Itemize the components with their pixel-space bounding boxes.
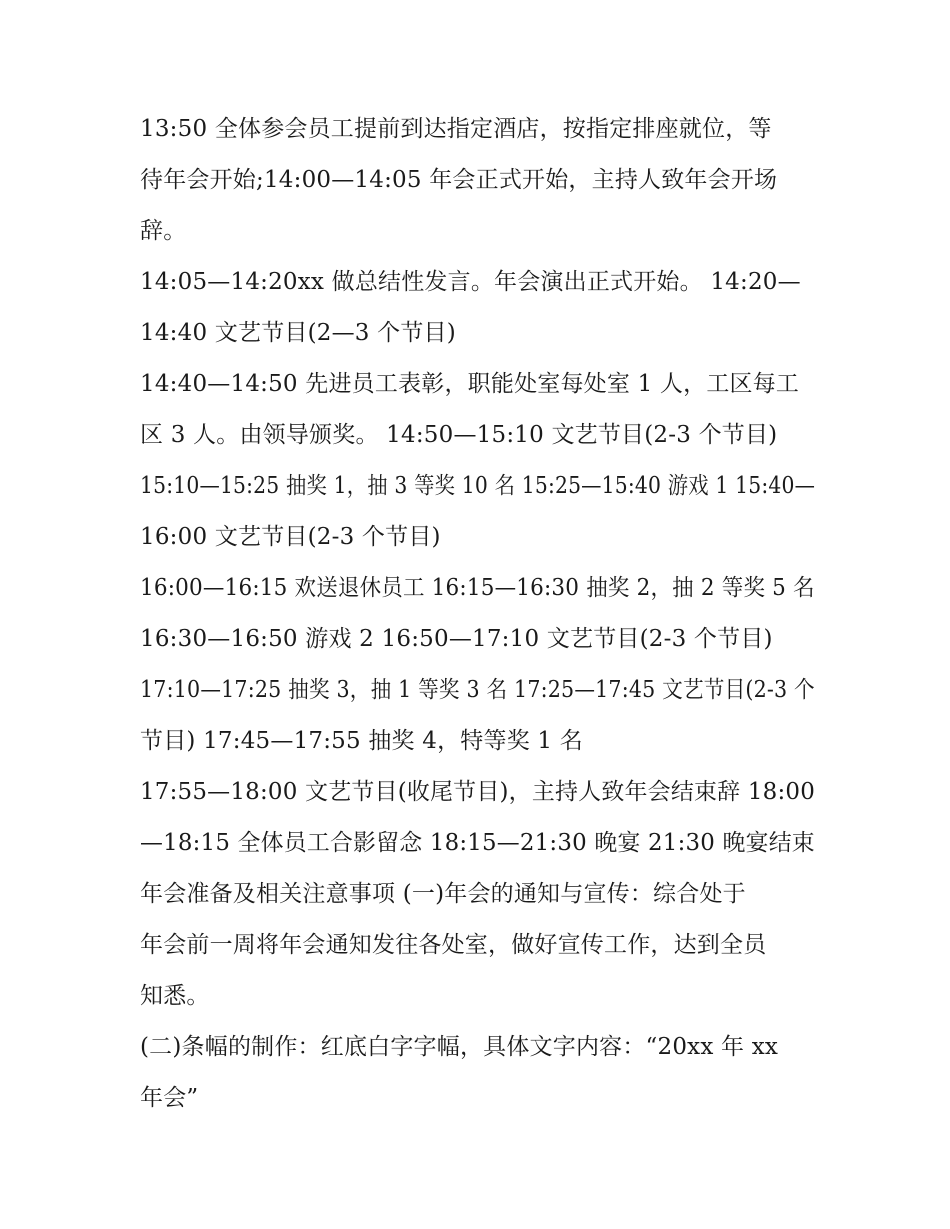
text-line: 16:00—16:15 欢送退休员工 16:15—16:30 抽奖 2，抽 2 等奖 5 名 bbox=[140, 575, 815, 601]
text-line: 13:50 全体参会员工提前到达指定酒店，按指定排座就位，等 bbox=[140, 116, 772, 142]
text-line: 年会” bbox=[140, 1085, 199, 1111]
text-line: 16:30—16:50 游戏 2 16:50—17:10 文艺节目(2-3 个节目) bbox=[140, 626, 773, 652]
text-line: 待年会开始;14:00—14:05 年会正式开始，主持人致年会开场 bbox=[140, 167, 778, 193]
text-line: 年会准备及相关注意事项 (一)年会的通知与宣传：综合处于 bbox=[140, 881, 746, 907]
text-line: 14:40—14:50 先进员工表彰，职能处室每处室 1 人，工区每工 bbox=[140, 371, 800, 397]
text-line: —18:15 全体员工合影留念 18:15—21:30 晚宴 21:30 晚宴结束 bbox=[140, 830, 815, 856]
text-line: (二)条幅的制作：红底白字字幅，具体文字内容：“20xx 年 xx bbox=[140, 1034, 779, 1060]
text-line: 年会前一周将年会通知发往各处室，做好宣传工作，达到全员 bbox=[140, 932, 767, 958]
text-line: 知悉。 bbox=[140, 983, 210, 1009]
text-line: 17:10—17:25 抽奖 3，抽 1 等奖 3 名 17:25—17:45 文艺节目(2-3 个 bbox=[140, 677, 815, 703]
text-line: 14:40 文艺节目(2—3 个节目) bbox=[140, 320, 456, 346]
text-line: 16:00 文艺节目(2-3 个节目) bbox=[140, 524, 441, 550]
text-line: 17:55—18:00 文艺节目(收尾节目)，主持人致年会结束辞 18:00 bbox=[140, 779, 816, 805]
document-body bbox=[140, 104, 815, 1124]
text-line: 辞。 bbox=[140, 218, 187, 244]
text-line: 节目) 17:45—17:55 抽奖 4，特等奖 1 名 bbox=[140, 728, 583, 754]
text-line: 15:10—15:25 抽奖 1，抽 3 等奖 10 名 15:25—15:40 游戏 1 15:40— bbox=[140, 473, 816, 499]
text-line: 14:05—14:20xx 做总结性发言。年会演出正式开始。 14:20— bbox=[140, 269, 801, 295]
text-line: 区 3 人。由领导颁奖。 14:50—15:10 文艺节目(2-3 个节目) bbox=[140, 422, 778, 448]
